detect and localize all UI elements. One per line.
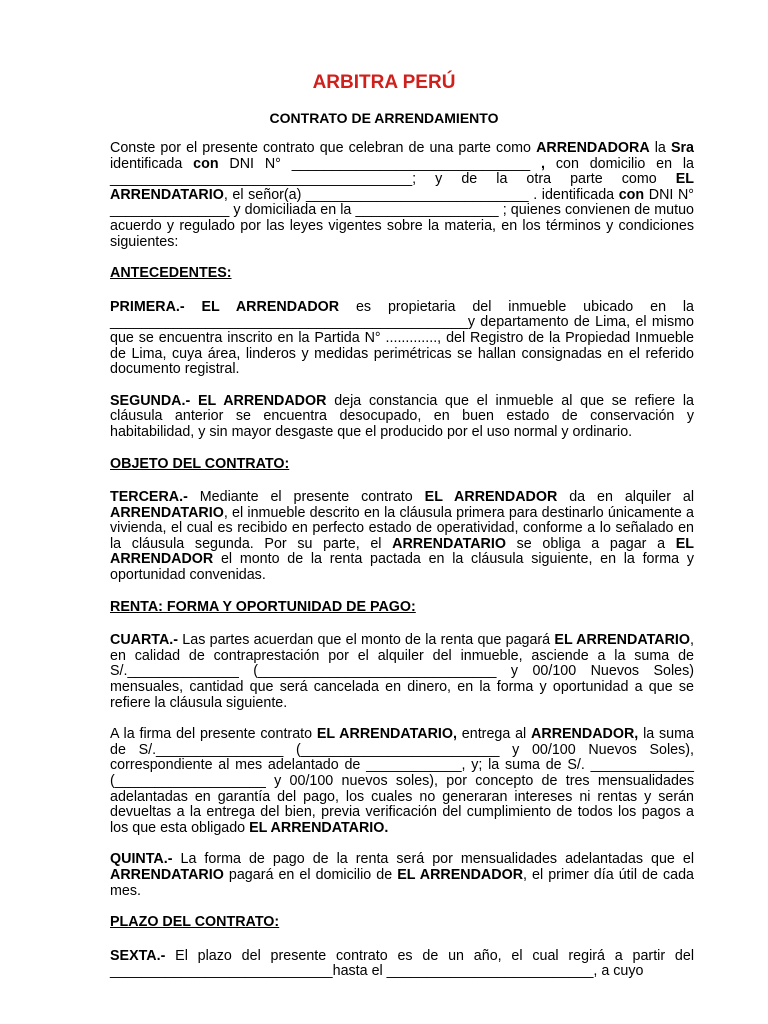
section-heading-antecedentes: ANTECEDENTES: — [110, 265, 232, 282]
clause-segunda: SEGUNDA.- EL ARRENDADOR deja constancia que el inmueble al que se refiere la cláusula anterior se encuentra desocupado, en buen estado de conservación y habitabilidad, y sin mayor desgaste que el producido por el uso normal y ordinario. — [110, 392, 694, 440]
blank-nombre-arrendatario: ____________________________ — [305, 186, 529, 203]
blank-dni-arrendatario: _______________ — [110, 202, 230, 219]
blank-domicilio-arrendadora: ______________________________________ — [110, 171, 413, 188]
blank-dni-arrendadora: ______________________________ — [291, 155, 531, 172]
clause-primera: PRIMERA.- EL ARRENDADOR es propietaria del inmueble ubicado en la _____________________________________________y departamento de Lima, el mismo que se encuentra inscrito en la Partida N° ............., del Registro de la Propiedad Inmueble de Lima, cuya área, linderos y medidas perimétricas se hallan consignadas en el referido documento registral. — [110, 298, 695, 378]
contract-title: CONTRATO DE ARRENDAMIENTO — [269, 110, 499, 126]
section-heading-objeto: OBJETO DEL CONTRATO: — [110, 455, 290, 472]
clause-cuarta: CUARTA.- Las partes acuerdan que el monto de la renta que pagará EL ARRENDATARIO, en calidad de contraprestación por el alquiler del inmueble, asciende a la suma de S/.______________ (______________________________ y 00/100 Nuevos Soles) mensuales, cantidad que será cancelada en dinero, en la forma y oportunidad a que se refiere la cláusula siguiente. — [110, 632, 694, 711]
clause-quinta: QUINTA.- La forma de pago de la renta será por mensualidades adelantadas que el ARRENDATARIO pagará en el domicilio de EL ARRENDADOR, el primer día útil de cada mes. — [110, 851, 695, 899]
section-heading-plazo: PLAZO DEL CONTRATO: — [110, 914, 280, 931]
intro-paragraph: Conste por el presente contrato que celebran de una parte como ARRENDADORA la Sra identificada con DNI N° ______________________________ , con domicilio en la ______________________________________; y de la otra parte como EL ARRENDATARIO, el señor(a) ____________________________ . identificada con DNI N° _______________ y domiciliada en la __________________ ; quienes convienen de mutuo acuerdo y regulado por las leyes vigentes sobre la materia, en los términos y condiciones siguientes: — [110, 140, 695, 250]
document-body — [110, 141, 694, 996]
blank-domicilio-arrendatario: __________________ — [355, 202, 499, 219]
section-heading-renta: RENTA: FORMA Y OPORTUNIDAD DE PAGO: — [110, 598, 416, 615]
paragraph-firma: A la firma del presente contrato EL ARRENDATARIO, entrega al ARRENDADOR, la suma de S/.________________ (_________________________ y 00/100 Nuevos Soles), correspondiente al mes adelantado de ____________, y; la suma de S/. _____________ (___________________ y 00/100 nuevos soles), por concepto de tres mensualidades adelantadas en garantía del pago, los cuales no generaran intereses ni rentas y serán devueltas a la entrega del bien, previa verificación del cumplimiento de todos los pagos a los que esta obligado EL ARRENDATARIO. — [110, 726, 694, 836]
clause-sexta: SEXTA.- El plazo del presente contrato es de un año, el cual regirá a partir del ____________________________hasta el __________________________, a cuyo — [110, 947, 694, 980]
clause-tercera: TERCERA.- Mediante el presente contrato EL ARRENDADOR da en alquiler al ARRENDATARIO, el inmueble descrito en la cláusula primera para destinarlo únicamente a vivienda, el cual es recibido en perfecto estado de operatividad, conforme a lo señalado en la cláusula segunda. Por su parte, el ARRENDATARIO se obliga a pagar a EL ARRENDADOR el monto de la renta pactada en la cláusula siguiente, en la forma y oportunidad convenidas. — [110, 489, 695, 584]
blank-ubicacion: _____________________________________________ — [110, 314, 468, 331]
document-title: ARBITRA PERÚ — [312, 72, 456, 93]
